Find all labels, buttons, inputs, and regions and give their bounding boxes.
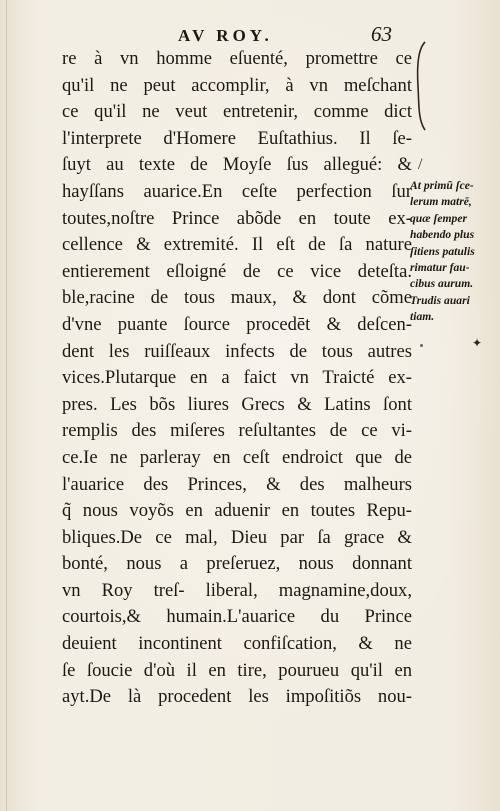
text-line: q̃ nous voyõs en aduenir en toutes Repu- <box>62 500 412 522</box>
marginal-note-line: quæ ſemper <box>410 211 467 225</box>
text-line: l'interprete d'Homere Euſtathius. Il ſe- <box>62 127 412 149</box>
page-gutter-edge <box>6 0 7 811</box>
marginal-note-line: Trudis auari <box>410 293 470 307</box>
page-number: 63 <box>371 22 392 46</box>
main-text-block <box>62 46 412 711</box>
running-head-title: AV ROY. <box>178 26 273 45</box>
text-line: pres. Les bõs liures Grecs & Latins ſont <box>62 393 412 415</box>
text-line: vices.Plutarque en a faict vn Traicté ex- <box>62 367 412 389</box>
text-line: l'auarice des Princes, & des malheurs <box>62 473 412 495</box>
margin-dot-mark <box>420 344 423 347</box>
text-line: entierement eſloigné de ce vice deteſta. <box>62 260 412 282</box>
marginal-note-line: cibus aurum. <box>410 277 474 291</box>
marginal-note-line: habendo plus <box>410 228 475 242</box>
text-line: dent les ruiſſeaux infects de tous autres <box>62 340 412 362</box>
text-line: cellence & extremité. Il eſt de ſa nature <box>62 234 412 256</box>
text-line: courtois,& humain.L'auarice du Prince <box>62 606 412 628</box>
text-line: bonté, nous a preſeruez, nous donnant <box>62 553 412 575</box>
text-line: remplis des miſeres reſultantes de ce vi- <box>62 420 412 442</box>
text-line: bliques.De ce mal, Dieu par ſa grace & <box>62 526 412 548</box>
margin-bracket-mark <box>414 40 428 132</box>
text-line: re à vn homme eſuenté, promettre ce <box>62 48 412 69</box>
text-line: deuient incontinent confiſcation, & ne <box>62 633 412 655</box>
text-line: ble,racine de tous maux, & dont cõme <box>62 287 412 309</box>
marginal-note-line: lerum matrē, <box>410 195 472 209</box>
marginal-note-line: At primũ ſce- <box>410 179 474 192</box>
text-line: vn Roy treſ- liberal, magnamine,doux, <box>62 579 412 601</box>
marginal-note-line: rimatur fau- <box>410 260 470 274</box>
text-line: d'vne puante ſource procedēt & deſcen- <box>62 313 412 335</box>
marginal-note <box>410 178 496 326</box>
text-line: ce.Ie ne parleray en ceſt endroict que de <box>62 446 412 468</box>
margin-slash-mark: / <box>418 156 423 173</box>
text-line: hayſſans auarice.En ceſte perfection ſur <box>62 180 412 202</box>
text-line: ſe ſoucie d'où il en tire, pourueu qu'il en <box>62 659 412 681</box>
text-line: toutes,noſtre Prince abõde en toute ex- <box>62 207 412 229</box>
text-line: ce qu'il ne veut entretenir, comme dict <box>62 101 412 123</box>
marginal-note-line: ſitiens patulis <box>410 244 475 258</box>
text-line: qu'il ne peut accomplir, à vn meſchant <box>62 74 412 96</box>
margin-star-mark: ✦ <box>472 336 483 350</box>
text-line: ſuyt au texte de Moyſe ſus allegué: & <box>62 154 412 176</box>
text-line: ayt.De là procedent les impoſitiõs nou- <box>62 686 412 708</box>
marginal-note-line: tiam. <box>410 310 435 324</box>
